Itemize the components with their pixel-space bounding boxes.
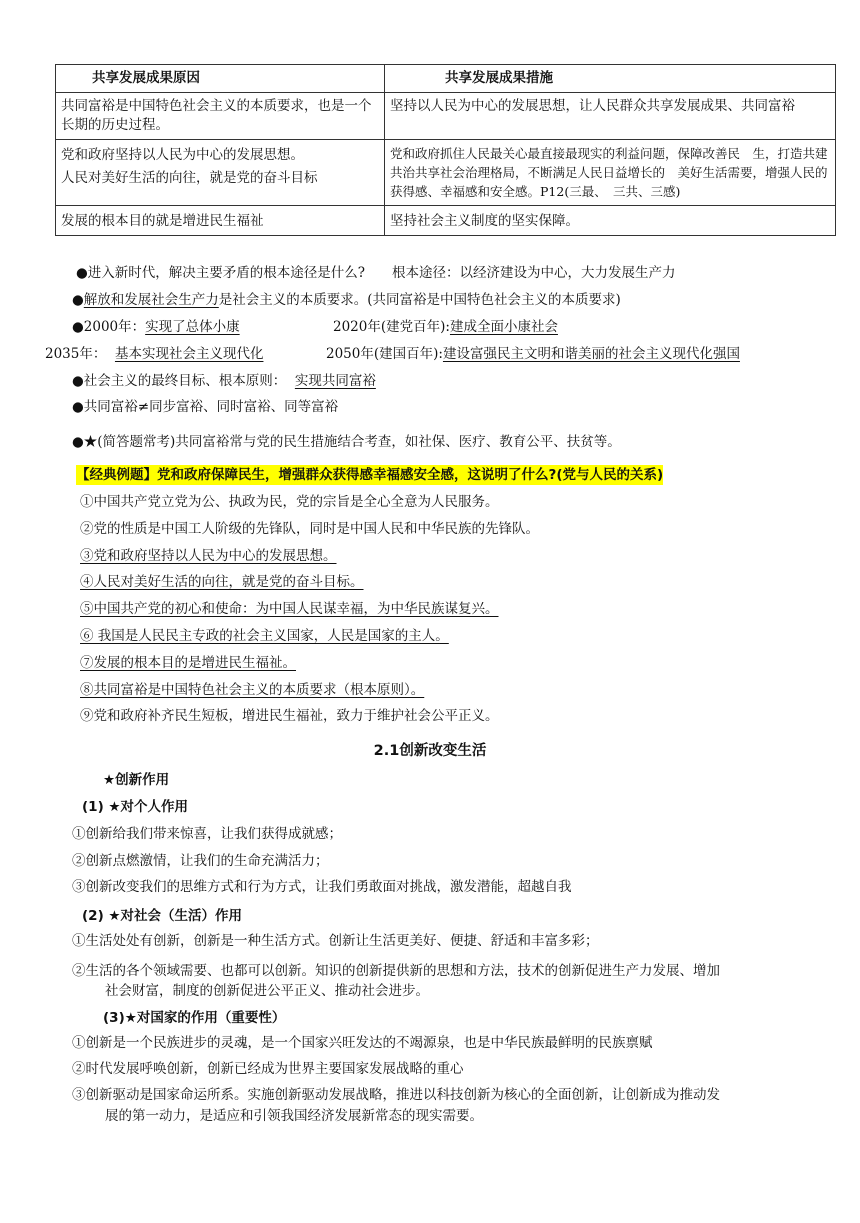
point-common-prosperity: ●共同富裕≠同步富裕、同时富裕、同等富裕 xyxy=(72,399,339,415)
comparison-table xyxy=(55,64,836,236)
point-timeline-4: 2050年(建国百年):建设富强民主文明和谐美丽的社会主义现代化强国 xyxy=(326,346,740,362)
point-essence: ●解放和发展社会生产力是社会主义的本质要求。(共同富裕是中国特色社会主义的本质要求) xyxy=(72,292,621,308)
list-item: ②党的性质是中国工人阶级的先锋队，同时是中国人民和中华民族的先锋队。 xyxy=(80,521,539,537)
table-cell: 坚持社会主义制度的坚实保障。 xyxy=(385,206,836,236)
list-item: ①创新是一个民族进步的灵魂，是一个国家兴旺发达的不竭源泉，也是中华民族最鲜明的民族禀赋 xyxy=(72,1035,653,1051)
underlined-term: 实现了总体小康 xyxy=(145,319,240,335)
list-item: ③党和政府坚持以人民为中心的发展思想。 xyxy=(80,548,337,564)
table-cell-line: 党和政府坚持以人民为中心的发展思想。 xyxy=(61,147,304,163)
point-root-path: ●进入新时代，解决主要矛盾的根本途径是什么? 根本途径：以经济建设为中心，大力发展生产力 xyxy=(76,265,676,281)
example-title: 【经典例题】党和政府保障民生，增强群众获得感幸福感安全感，这说明了什么?(党与人民的关系) xyxy=(76,467,664,483)
table-cell: 坚持以人民为中心的发展思想，让人民群众共享发展成果、共同富裕 xyxy=(385,93,836,140)
list-item: ⑨党和政府补齐民生短板，增进民生福祉，致力于维护社会公平正义。 xyxy=(80,708,499,724)
list-item: ③创新改变我们的思维方式和行为方式，让我们勇敢面对挑战，激发潜能，超越自我 xyxy=(72,879,572,895)
table-header-row xyxy=(56,65,836,93)
list-item: ①中国共产党立党为公、执政为民，党的宗旨是全心全意为人民服务。 xyxy=(80,494,499,510)
table-cell: 共同富裕是中国特色社会主义的本质要求，也是一个长期的历史过程。 xyxy=(56,93,385,140)
point-exam-tip: ●★(简答题常考)共同富裕常与党的民生措施结合考查，如社保、医疗、教育公平、扶贫等。 xyxy=(72,434,621,450)
table-cell: 党和政府抓住人民最关心最直接最现实的利益问题，保障改善民 生，打造共建共治共享社会治理格局，不断满足人民日益增长的 美好生活需要，增强人民的获得感、幸福感和安全感。P12(三最、 三共、三感) xyxy=(385,140,836,206)
list-item: ⑦发展的根本目的是增进民生福祉。 xyxy=(80,655,296,671)
table-row xyxy=(56,93,836,140)
list-item: ⑥ 我国是人民民主专政的社会主义国家，人民是国家的主人。 xyxy=(80,628,449,644)
nation-heading: (3)★对国家的作用（重要性） xyxy=(103,1010,286,1026)
underlined-term: 基本实现社会主义现代化 xyxy=(114,346,264,362)
table-header-reasons: 共享发展成果原因 xyxy=(56,65,385,93)
table-header-measures: 共享发展成果措施 xyxy=(385,65,836,93)
list-item: ②生活的各个领域需要、也都可以创新。知识的创新提供新的思想和方法，技术的创新促进生产力发展、增加 xyxy=(72,963,720,979)
underlined-term: 实现共同富裕 xyxy=(294,373,376,389)
table-row xyxy=(56,140,836,206)
list-item-continued: 展的第一动力，是适应和引领我国经济发展新常态的现实需要。 xyxy=(105,1108,483,1124)
list-item: ①创新给我们带来惊喜，让我们获得成就感； xyxy=(72,826,342,842)
underlined-term: 建设富强民主文明和谐美丽的社会主义现代化强国 xyxy=(442,346,740,362)
list-item-continued: 社会财富，制度的创新促进公平正义、推动社会进步。 xyxy=(105,983,429,999)
section-title: 2.1创新改变生活 xyxy=(373,743,487,759)
underlined-term: 解放和发展社会生产力 xyxy=(83,292,219,308)
point-timeline-1: ●2000年：实现了总体小康 xyxy=(72,319,240,335)
table-cell: 发展的根本目的就是增进民生福祉 xyxy=(56,206,385,236)
table-cell-line: 人民对美好生活的向往，就是党的奋斗目标 xyxy=(61,170,318,186)
table-cell xyxy=(56,140,385,206)
list-item: ④人民对美好生活的向往，就是党的奋斗目标。 xyxy=(80,574,364,590)
list-item: ②时代发展呼唤创新，创新已经成为世界主要国家发展战略的重心 xyxy=(72,1061,464,1077)
list-item: ②创新点燃激情，让我们的生命充满活力； xyxy=(72,853,329,869)
underlined-term: 建成全面小康社会 xyxy=(449,319,558,335)
society-heading: (2) ★对社会（生活）作用 xyxy=(82,908,243,924)
point-ultimate-goal: ●社会主义的最终目标、根本原则： 实现共同富裕 xyxy=(72,373,376,389)
list-item: ③创新驱动是国家命运所系。实施创新驱动发展战略，推进以科技创新为核心的全面创新，让创新成为推动发 xyxy=(72,1087,720,1103)
section-subtitle: ★创新作用 xyxy=(103,772,170,788)
list-item: ①生活处处有创新，创新是一种生活方式。创新让生活更美好、便捷、舒适和丰富多彩； xyxy=(72,933,599,949)
point-timeline-3: 2035年： 基本实现社会主义现代化 xyxy=(45,346,264,362)
personal-heading: (1) ★对个人作用 xyxy=(82,799,189,815)
point-timeline-2: 2020年(建党百年):建成全面小康社会 xyxy=(333,319,558,335)
table-row xyxy=(56,206,836,236)
list-item: ⑤中国共产党的初心和使命：为中国人民谋幸福，为中华民族谋复兴。 xyxy=(80,601,499,617)
list-item: ⑧共同富裕是中国特色社会主义的本质要求（根本原则）。 xyxy=(80,682,425,698)
